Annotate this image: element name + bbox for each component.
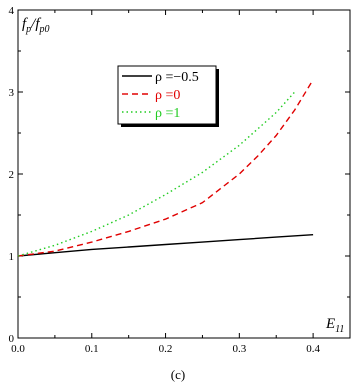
x-axis-label: $E_{11}$ — [326, 316, 345, 335]
figure-caption: (c) — [170, 367, 186, 382]
y-axis-ticks — [9, 5, 351, 345]
x-tick-label: 0.0 — [11, 343, 25, 355]
series-line-1 — [18, 235, 313, 256]
x-tick-label: 0.3 — [232, 343, 247, 355]
legend-label-1: ρ =−0.5 — [155, 70, 199, 85]
y-tick-label: 2 — [8, 169, 14, 181]
x-tick-label: 0.2 — [158, 343, 173, 355]
legend-label-3: ρ =1 — [155, 106, 181, 121]
plot-border — [18, 10, 350, 338]
x-tick-label: 0.4 — [306, 343, 320, 355]
x-tick-label: 0.1 — [84, 343, 99, 355]
legend — [118, 66, 219, 127]
legend-label-2: ρ =0 — [155, 88, 181, 103]
y-tick-label: 4 — [8, 5, 14, 17]
y-tick-label: 3 — [8, 87, 14, 99]
y-tick-label: 1 — [8, 251, 14, 263]
y-axis-label: $f_p/f_{p0}$ — [22, 16, 50, 35]
y-tick-label: 0 — [8, 333, 14, 345]
x-axis-ticks — [8, 10, 350, 355]
plot-frame — [18, 10, 350, 338]
